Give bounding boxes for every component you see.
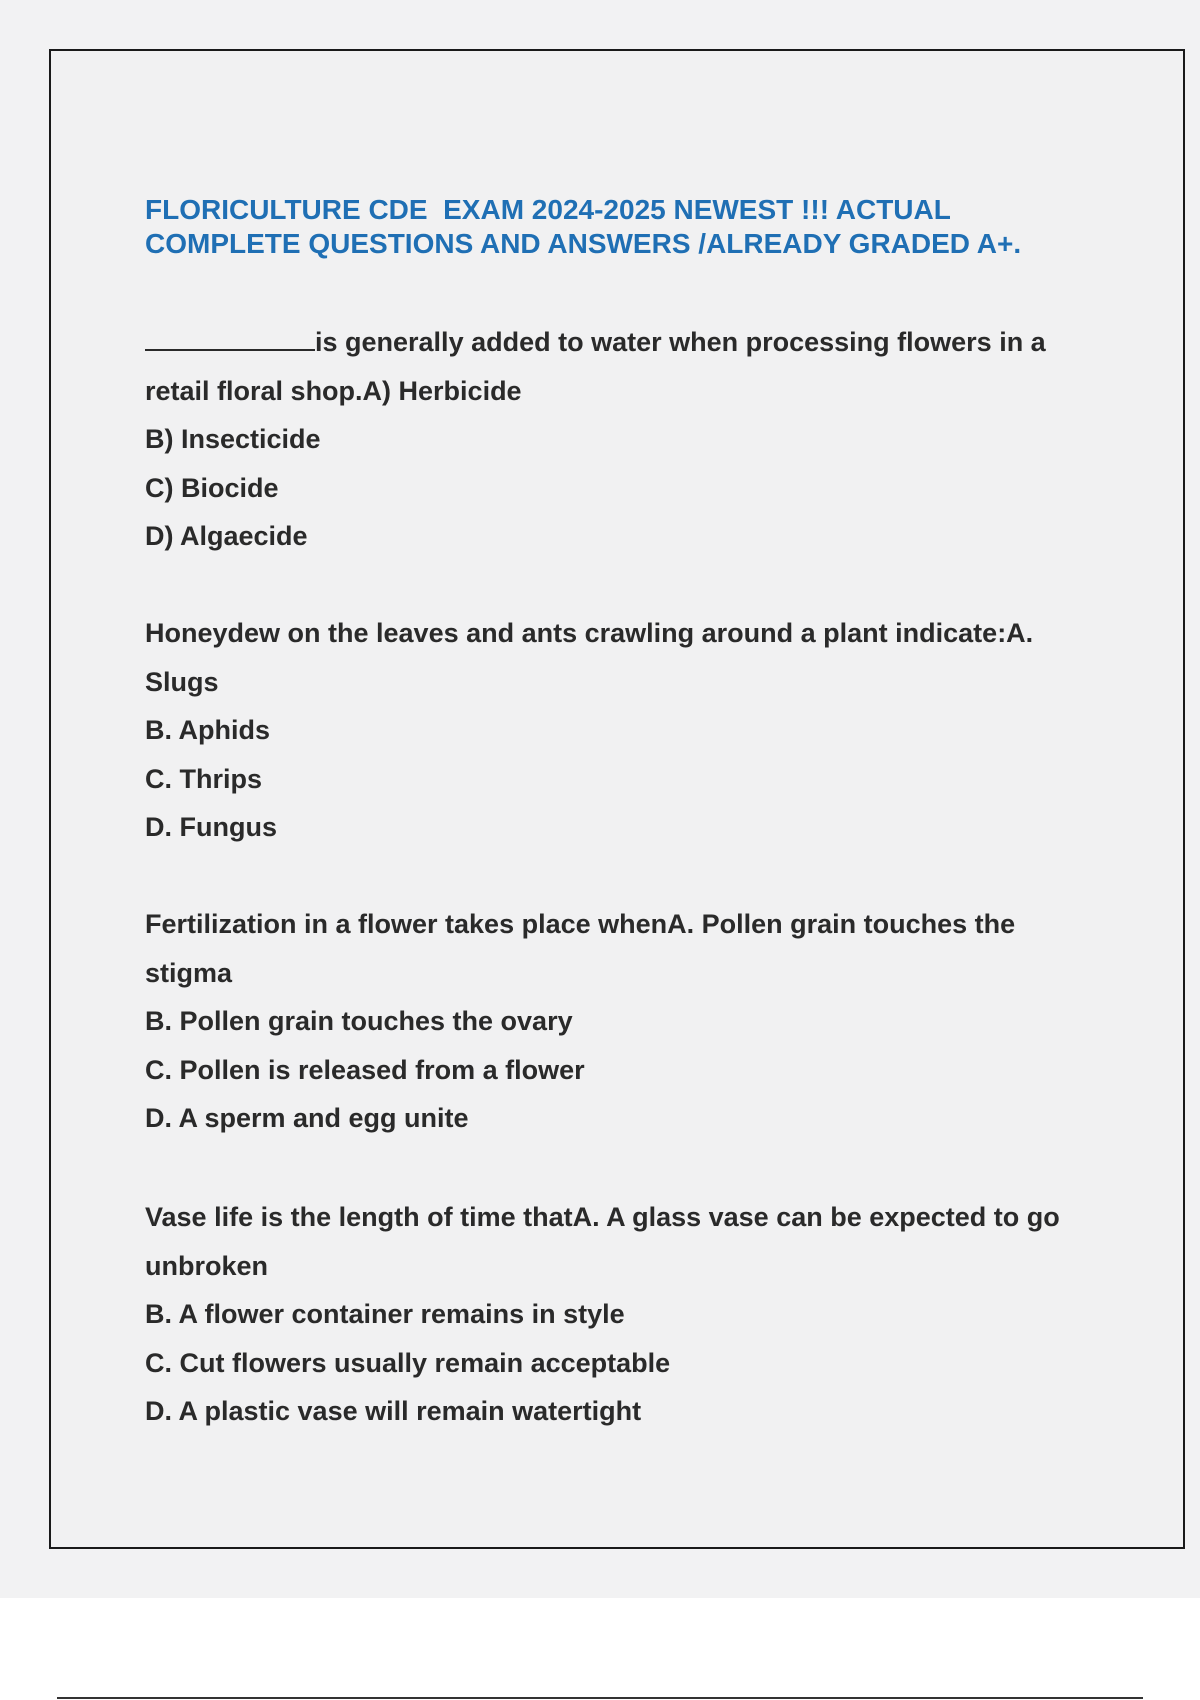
title-line-1: FLORICULTURE CDE EXAM 2024-2025 NEWEST !!! ACTUAL [145,194,951,225]
document-title [145,193,1105,261]
answer-option: C. Cut flowers usually remain acceptable [145,1347,671,1378]
question-1 [145,318,1105,561]
answer-option: B. Pollen grain touches the ovary [145,1006,573,1036]
question-stem: is generally added to water when processing flowers in a retail floral shop.A) Herbicide [145,327,1046,406]
answer-option: C. Pollen is released from a flower [145,1054,585,1085]
question-2 [145,609,1105,852]
answer-option: D. Fungus [145,812,277,842]
answer-option: D. A sperm and egg unite [145,1103,469,1133]
question-3 [145,900,1105,1143]
question-stem: Honeydew on the leaves and ants crawling around a plant indicate:A. Slugs [145,618,1034,697]
title-line-2: COMPLETE QUESTIONS AND ANSWERS /ALREADY GRADED A+. [145,228,1022,259]
answer-option: D) Algaecide [145,521,308,551]
answer-option: B. Aphids [145,715,270,745]
answer-option: C) Biocide [145,472,279,503]
answer-blank [145,327,315,351]
page-bottom-rule [57,1697,1143,1699]
question-stem: Vase life is the length of time thatA. A glass vase can be expected to go unbroken [145,1202,1060,1281]
question-stem: Fertilization in a flower takes place whenA. Pollen grain touches the stigma [145,909,1016,988]
answer-option: B. A flower container remains in style [145,1299,625,1329]
answer-option: B) Insecticide [145,424,321,454]
question-4 [145,1193,1105,1436]
answer-option: C. Thrips [145,763,263,794]
answer-option: D. A plastic vase will remain watertight [145,1396,642,1426]
